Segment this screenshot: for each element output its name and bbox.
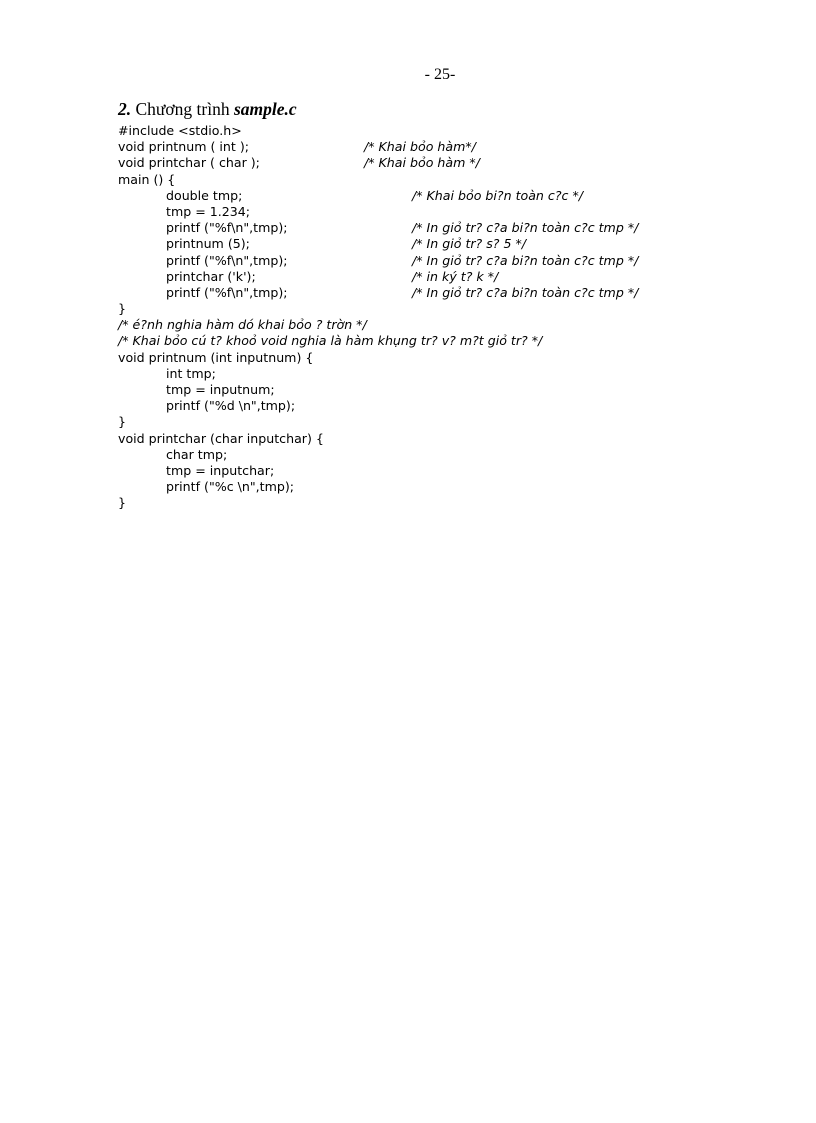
code-statement: tmp = inputchar; [166,462,275,478]
code-statement: #include <stdio.h> [118,123,242,138]
code-statement: char tmp; [166,446,228,462]
code-statement: printf ("%d \n",tmp); [166,398,296,414]
code-statement: tmp = 1.234; [166,203,251,219]
code-statement: int tmp; [166,365,216,381]
code-line [118,350,778,366]
section-number: 2. [118,99,132,119]
code-comment: /* Khai bỏo hàm */ [364,155,480,171]
code-line [118,414,778,430]
code-line [118,495,778,511]
code-comment: /* Khai bỏo bi?n toàn c?c */ [412,187,583,203]
code-line [118,123,778,139]
code-line [118,479,778,495]
code-comment: /* In giỏ tr? c?a bi?n toàn c?c tmp */ [412,252,639,268]
code-line [118,188,778,204]
code-statement: printf ("%f\n",tmp); [166,252,288,268]
section-filename: sample.c [233,99,297,119]
code-line [118,269,778,285]
code-line [118,463,778,479]
code-comment: /* In giỏ tr? s? 5 */ [412,236,527,252]
code-statement: } [118,301,127,317]
code-line [118,204,778,220]
code-comment: /* Khai bỏo hàm*/ [364,139,476,155]
code-statement: tmp = inputnum; [166,382,275,397]
code-comment: /* Khai bỏo cú t? khoỏ void nghia là hàm khụng tr? v? m?t giỏ tr? */ [118,333,543,349]
code-statement: double tmp; [166,187,243,203]
code-line [118,253,778,269]
code-statement: } [118,495,127,511]
code-line [118,447,778,463]
code-comment: /* In giỏ tr? c?a bi?n toàn c?c tmp */ [412,284,639,300]
code-statement: void printchar ( char ); [118,155,260,171]
code-line [118,317,778,333]
code-line [118,236,778,252]
code-statement: printf ("%f\n",tmp); [166,284,288,300]
code-line [118,220,778,236]
code-line [118,366,778,382]
code-line [118,382,778,398]
code-comment: /* In giỏ tr? c?a bi?n toàn c?c tmp */ [412,220,639,236]
code-listing [118,123,778,512]
code-line [118,398,778,414]
code-statement: printf ("%c \n",tmp); [166,479,295,495]
code-line [118,155,778,171]
code-statement: } [118,414,127,430]
code-statement: void printnum (int inputnum) { [118,349,314,365]
code-statement: printchar ('k'); [166,268,256,284]
code-statement: void printchar (char inputchar) { [118,430,324,446]
code-statement: main () { [118,171,176,187]
code-comment: /* é?nh nghia hàm dó khai bỏo ? trờn */ [118,317,367,333]
code-line [118,139,778,155]
section-title [118,99,297,120]
code-line [118,301,778,317]
section-title-text: Chương trình [135,99,230,119]
code-line [118,431,778,447]
code-statement: printnum (5); [166,236,250,252]
code-line [118,333,778,349]
code-statement: printf ("%f\n",tmp); [166,220,288,236]
page-number: - 25- [424,66,456,83]
code-line [118,172,778,188]
code-line [118,285,778,301]
code-statement: void printnum ( int ); [118,139,249,155]
code-comment: /* in ký t? k */ [412,268,499,284]
